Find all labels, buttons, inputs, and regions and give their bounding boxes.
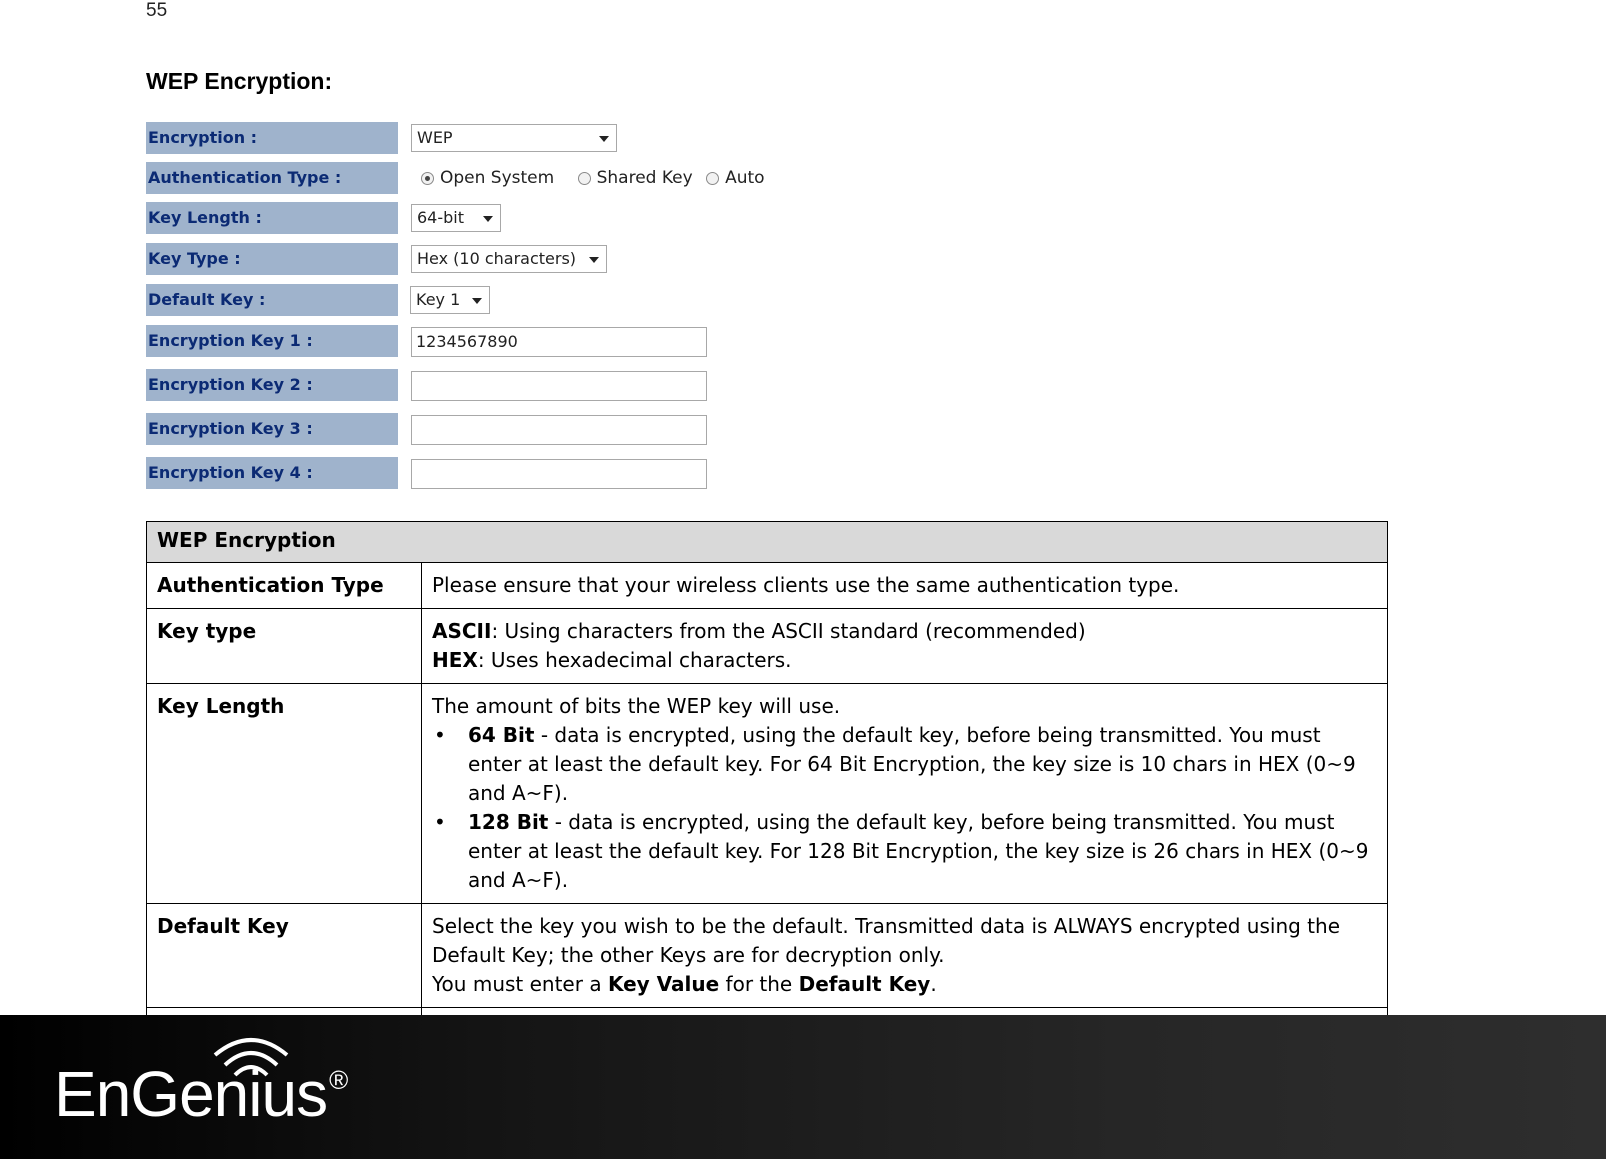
bullet-64-desc: - data is encrypted, using the default key, before being transmitted. You must enter at least the default key. For 64 Bit Encryption, the key size is 10 chars in HEX (0~9 and A~F). <box>468 723 1356 805</box>
table-row <box>147 904 1388 1008</box>
encryption-row <box>146 122 786 154</box>
ascii-term: ASCII <box>432 619 492 643</box>
key-value-term: Key Value <box>607 972 720 996</box>
row-description <box>422 609 1388 684</box>
chevron-down-icon <box>472 298 482 304</box>
bullet-128-term: 128 Bit <box>468 810 549 834</box>
default-key-note-text: . <box>930 972 937 996</box>
chevron-down-icon <box>599 136 609 142</box>
table-row <box>147 609 1388 684</box>
auth-type-label: Authentication Type : <box>146 162 398 194</box>
key-type-value: Hex (10 characters) <box>417 249 577 268</box>
radio-auto-label: Auto <box>725 168 765 188</box>
bullet-64-term: 64 Bit <box>468 723 535 747</box>
hex-desc: : Uses hexadecimal characters. <box>477 648 792 672</box>
key-type-select[interactable] <box>411 245 607 273</box>
row-description <box>422 684 1388 904</box>
row-description <box>422 904 1388 1008</box>
auth-type-radio-group <box>421 162 783 194</box>
bullet-64-bit <box>432 721 1377 808</box>
row-term: Default Key <box>147 904 422 1008</box>
chevron-down-icon <box>589 257 599 263</box>
encryption-key-1-input[interactable]: 1234567890 <box>411 327 707 357</box>
bullet-icon: • <box>434 810 446 834</box>
key-type-row <box>146 243 786 275</box>
encryption-key-4-label: Encryption Key 4 : <box>146 457 398 489</box>
radio-open-system[interactable] <box>421 162 554 194</box>
radio-shared-key[interactable] <box>578 162 693 194</box>
default-key-select[interactable] <box>410 286 490 314</box>
encryption-label: Encryption : <box>146 122 398 154</box>
bullet-icon: • <box>434 723 446 747</box>
key-type-label: Key Type : <box>146 243 398 275</box>
registered-mark: ® <box>329 1065 348 1095</box>
radio-selected-icon <box>421 172 434 185</box>
footer-banner <box>0 1015 1606 1159</box>
key-length-intro: The amount of bits the WEP key will use. <box>432 694 841 718</box>
default-key-desc: Select the key you wish to be the default. Transmitted data is ALWAYS encrypted using the Default Key; the other Keys are for decryption only. <box>432 914 1341 967</box>
radio-open-system-label: Open System <box>440 168 555 188</box>
radio-unselected-icon <box>706 172 719 185</box>
encryption-key-2-row <box>146 369 786 401</box>
auth-type-row <box>146 162 786 194</box>
default-key-value: Key 1 <box>416 290 461 309</box>
radio-shared-key-label: Shared Key <box>596 168 693 188</box>
page-number: 55 <box>146 0 168 21</box>
encryption-key-4-row <box>146 457 786 489</box>
encryption-key-1-label: Encryption Key 1 : <box>146 325 398 357</box>
default-key-note-text: for the <box>719 972 799 996</box>
bullet-128-desc: - data is encrypted, using the default key, before being transmitted. You must enter at least the default key. For 128 Bit Encryption, the key size is 26 chars in HEX (0~9 and A~F). <box>468 810 1369 892</box>
encryption-key-3-input[interactable] <box>411 415 707 445</box>
row-term: Key Length <box>147 684 422 904</box>
bullet-128-bit <box>432 808 1377 895</box>
encryption-key-3-row <box>146 413 786 445</box>
row-term: Key type <box>147 609 422 684</box>
table-header-row <box>147 522 1388 563</box>
radio-unselected-icon <box>578 172 591 185</box>
encryption-value: WEP <box>417 128 453 147</box>
key-length-value: 64-bit <box>417 208 465 227</box>
ascii-desc: : Using characters from the ASCII standard (recommended) <box>491 619 1086 643</box>
row-term: Authentication Type <box>147 563 422 609</box>
encryption-key-1-row <box>146 325 786 357</box>
chevron-down-icon <box>483 216 493 222</box>
encryption-key-2-label: Encryption Key 2 : <box>146 369 398 401</box>
engenius-logo <box>54 1057 347 1131</box>
table-title: WEP Encryption <box>147 522 1388 563</box>
table-row <box>147 684 1388 904</box>
key-length-row <box>146 202 786 234</box>
key-length-label: Key Length : <box>146 202 398 234</box>
default-key-row <box>146 284 786 316</box>
default-key-term: Default Key <box>798 972 931 996</box>
wep-description-table <box>146 521 1388 1083</box>
encryption-key-4-input[interactable] <box>411 459 707 489</box>
encryption-select[interactable] <box>411 124 617 152</box>
key-length-select[interactable] <box>411 204 501 232</box>
brand-name: EnGenius <box>54 1058 328 1130</box>
section-heading: WEP Encryption: <box>146 68 333 94</box>
default-key-label: Default Key : <box>146 284 398 316</box>
default-key-note-text: You must enter a <box>432 972 608 996</box>
encryption-key-2-input[interactable] <box>411 371 707 401</box>
table-row <box>147 563 1388 609</box>
row-description: Please ensure that your wireless clients use the same authentication type. <box>422 563 1388 609</box>
radio-auto[interactable] <box>706 162 764 194</box>
hex-term: HEX <box>432 648 478 672</box>
encryption-key-3-label: Encryption Key 3 : <box>146 413 398 445</box>
